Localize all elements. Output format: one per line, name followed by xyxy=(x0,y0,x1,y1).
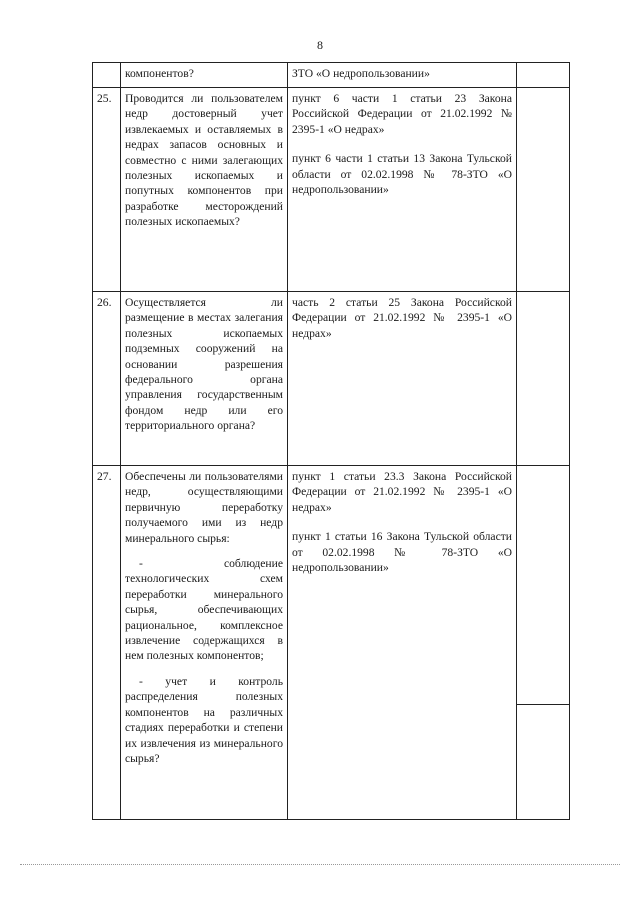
scan-artifact-line xyxy=(20,864,620,867)
question-subitem: - учет и контроль распределения полезных компонентов на различных стадиях переработки и степени их извлечения из минерального сырья? xyxy=(125,674,283,765)
question-text: Обеспечены ли пользователями недр, осуществляющими первичную переработку получаемого ими из недр минерального сырья: xyxy=(125,470,283,545)
question-cell xyxy=(121,466,288,820)
question-subitem: - соблюдение технологических схем переработки минерального сырья, обеспечивающих рациональное, комплексное извлечение содержащихся в нем полезных компонентов; xyxy=(125,557,283,663)
question-text: компонентов? xyxy=(125,67,194,80)
question-text: Проводится ли пользователем недр достоверный учет извлекаемых и оставляемых в недрах запасов основных и совместно с ними залегающих полезных ископаемых и попутных компонентов при разработке месторождений полезных ископаемых? xyxy=(125,92,283,229)
table-row xyxy=(93,88,570,292)
reference-text: ЗТО «О недропользовании» xyxy=(292,67,430,80)
answer-cell xyxy=(517,292,570,466)
reference-cell xyxy=(288,466,517,820)
reference-text: пункт 6 части 1 статьи 13 Закона Тульской области от 02.02.1998 № 78-ЗТО «О недропользовании» xyxy=(292,152,512,197)
page-number: 8 xyxy=(317,38,323,52)
question-text: Осуществляется ли размещение в местах залегания полезных ископаемых подземных сооружений на основании разрешения федерального органа управления государственным фондом недр или его территориального органа? xyxy=(125,296,283,433)
row-number: 26. xyxy=(93,292,121,466)
requirements-table xyxy=(92,62,570,820)
answer-cell xyxy=(517,466,570,820)
answer-cell xyxy=(517,88,570,292)
reference-text: часть 2 статьи 25 Закона Российской Федерации от 21.02.1992 № 2395-1 «О недрах» xyxy=(292,296,512,340)
answer-divider xyxy=(517,704,569,705)
row-number: 27. xyxy=(93,466,121,820)
table-row xyxy=(93,466,570,820)
row-number: 25. xyxy=(93,88,121,292)
table-row xyxy=(93,63,570,88)
reference-cell xyxy=(288,63,517,88)
question-cell xyxy=(121,292,288,466)
reference-cell xyxy=(288,292,517,466)
reference-text: пункт 6 части 1 статьи 23 Закона Российской Федерации от 21.02.1992 № 2395-1 «О недрах» xyxy=(292,92,512,136)
table-row xyxy=(93,292,570,466)
reference-text: пункт 1 статьи 16 Закона Тульской области от 02.02.1998 № 78-ЗТО «О недропользовании» xyxy=(292,530,512,575)
reference-cell xyxy=(288,88,517,292)
row-number xyxy=(93,63,121,88)
answer-cell xyxy=(517,63,570,88)
question-cell xyxy=(121,88,288,292)
reference-text: пункт 1 статьи 23.3 Закона Российской Федерации от 21.02.1992 № 2395-1 «О недрах» xyxy=(292,470,512,514)
question-cell xyxy=(121,63,288,88)
